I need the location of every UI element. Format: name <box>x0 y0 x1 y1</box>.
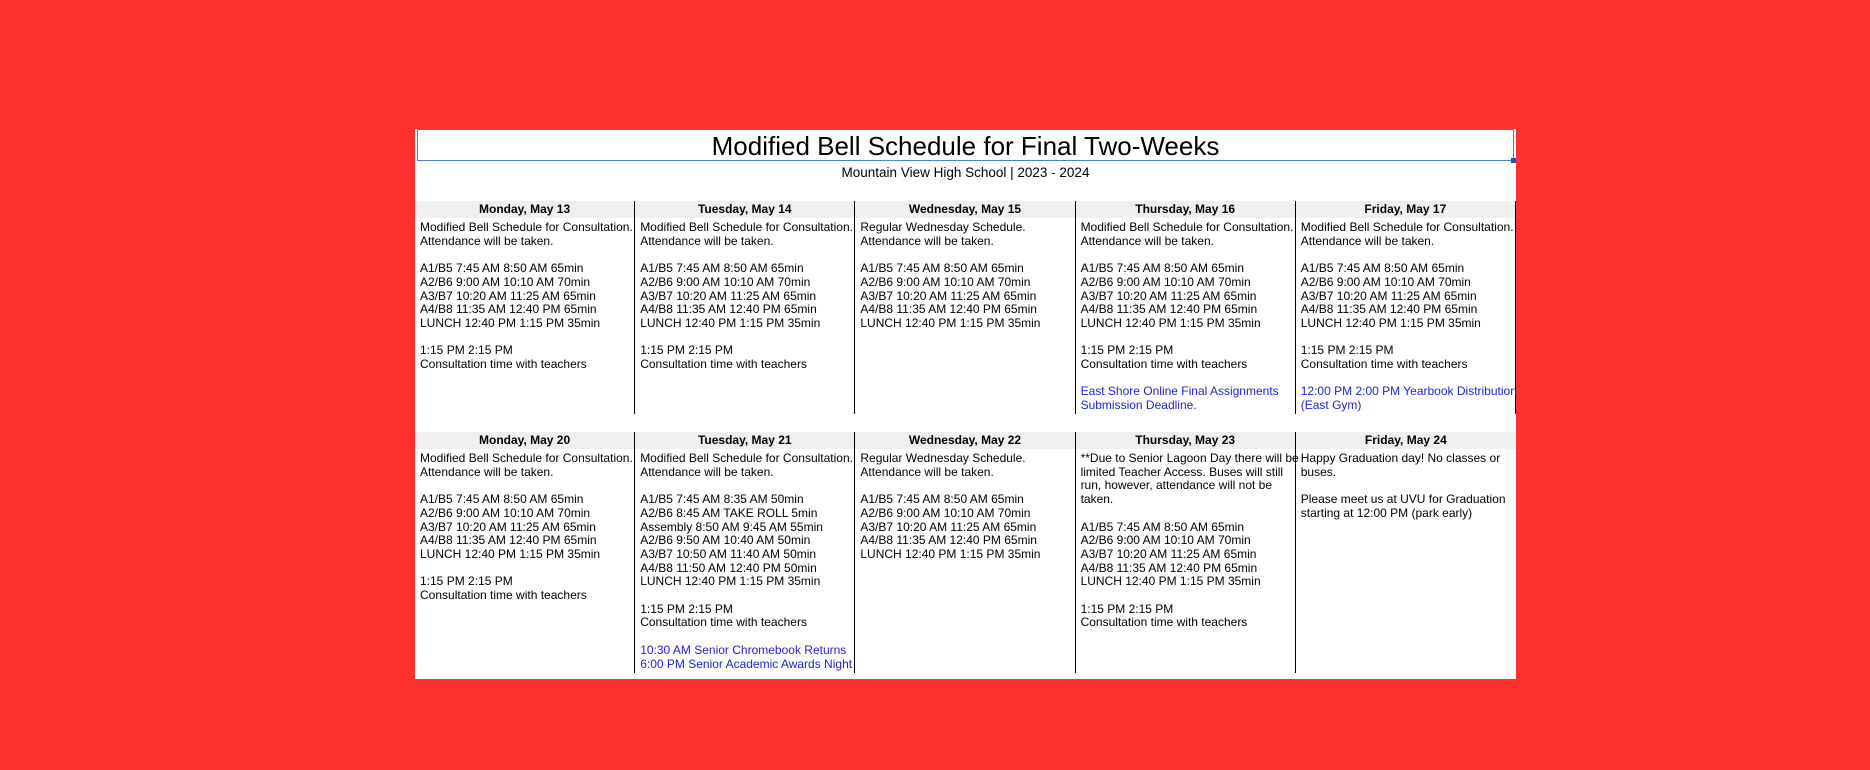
day-schedule <box>635 218 854 372</box>
day-schedule <box>1076 449 1299 630</box>
schedule-line <box>1301 479 1512 493</box>
schedule-line: 1:15 PM 2:15 PM <box>1300 343 1394 358</box>
schedule-line: 1:15 PM 2:15 PM <box>420 574 513 589</box>
schedule-line: **Due to Senior Lagoon Day there will be <box>1080 451 1299 465</box>
schedule-sheet <box>415 129 1516 679</box>
schedule-line: LUNCH 12:40 PM 1:15 PM 35min <box>420 546 601 561</box>
schedule-line: A1/B5 7:45 AM 8:50 AM 65min <box>1300 261 1465 276</box>
schedule-line: A2/B6 9:00 AM 10:10 AM 70min <box>420 274 591 289</box>
schedule-line: Modified Bell Schedule for Consultation. <box>1080 220 1294 234</box>
schedule-line: LUNCH 12:40 PM 1:15 PM 35min <box>420 315 601 330</box>
day-header: Thursday, May 23 <box>1076 432 1295 449</box>
schedule-line: Attendance will be taken. <box>860 464 994 479</box>
day-header: Friday, May 24 <box>1296 432 1516 449</box>
schedule-line: A3/B7 10:20 AM 11:25 AM 65min <box>860 519 1037 534</box>
event-line: 10:30 AM Senior Chromebook Returns <box>640 642 847 657</box>
event-line: East Shore Online Final Assignments <box>1080 384 1279 399</box>
schedule-line: Attendance will be taken. <box>420 464 554 479</box>
schedule-line: 1:15 PM 2:15 PM <box>640 601 733 616</box>
schedule-line: 1:15 PM 2:15 PM <box>420 343 513 358</box>
day-schedule <box>635 449 854 671</box>
schedule-line <box>1301 331 1511 345</box>
schedule-line: A4/B8 11:35 AM 12:40 PM 65min <box>1080 302 1258 317</box>
schedule-line: Attendance will be taken. <box>1080 233 1214 248</box>
schedule-line: LUNCH 12:40 PM 1:15 PM 35min <box>860 315 1041 330</box>
schedule-line: Assembly 8:50 AM 9:45 AM 55min <box>640 519 823 534</box>
event-line: 12:00 PM 2:00 PM Yearbook Distribution <box>1300 384 1517 399</box>
week-row-2 <box>415 432 1516 673</box>
schedule-line <box>860 479 1070 493</box>
schedule-line: 1:15 PM 2:15 PM <box>1080 601 1174 616</box>
schedule-line: A4/B8 11:35 AM 12:40 PM 65min <box>640 302 817 317</box>
page-subtitle: Mountain View High School | 2023 - 2024 <box>841 165 1090 180</box>
day-header: Wednesday, May 15 <box>855 201 1074 218</box>
schedule-line: A3/B7 10:20 AM 11:25 AM 65min <box>420 288 596 303</box>
schedule-line: A4/B8 11:35 AM 12:40 PM 65min <box>1300 302 1478 317</box>
day-cell[interactable] <box>855 201 1075 414</box>
day-schedule <box>1076 218 1295 413</box>
schedule-line: LUNCH 12:40 PM 1:15 PM 35min <box>640 574 821 589</box>
schedule-line <box>1301 248 1511 262</box>
schedule-line: A1/B5 7:45 AM 8:50 AM 65min <box>420 261 584 276</box>
day-cell[interactable] <box>415 201 635 414</box>
schedule-line <box>1081 331 1291 345</box>
schedule-line: A3/B7 10:20 AM 11:25 AM 65min <box>1300 288 1477 303</box>
schedule-line: A1/B5 7:45 AM 8:50 AM 65min <box>640 261 804 276</box>
day-schedule <box>855 218 1074 331</box>
schedule-line <box>860 248 1070 262</box>
day-cell[interactable] <box>415 432 635 673</box>
schedule-line: Modified Bell Schedule for Consultation. <box>1300 220 1514 234</box>
schedule-line: taken. <box>1080 492 1114 507</box>
event-line: 6:00 PM Senior Academic Awards Night <box>640 656 853 671</box>
schedule-line: A4/B8 11:35 AM 12:40 PM 65min <box>860 302 1037 317</box>
day-schedule <box>415 449 634 603</box>
schedule-line: 1:15 PM 2:15 PM <box>1080 343 1174 358</box>
schedule-line: limited Teacher Access. Buses will still <box>1080 464 1284 479</box>
schedule-line: A3/B7 10:20 AM 11:25 AM 65min <box>1080 546 1257 561</box>
day-cell[interactable] <box>635 432 855 673</box>
schedule-line: Consultation time with teachers <box>1300 357 1468 371</box>
schedule-line <box>1081 372 1291 386</box>
schedule-line: A3/B7 10:20 AM 11:25 AM 65min <box>1080 288 1257 303</box>
day-cell[interactable] <box>1076 201 1296 414</box>
schedule-line: Attendance will be taken. <box>860 233 994 248</box>
schedule-line <box>1081 589 1291 603</box>
day-header: Tuesday, May 14 <box>635 201 854 218</box>
schedule-line: Consultation time with teachers <box>640 357 807 371</box>
schedule-line: Happy Graduation day! No classes or <box>1300 451 1501 465</box>
week-row-1 <box>415 201 1516 414</box>
schedule-line: A2/B6 9:00 AM 10:10 AM 70min <box>1080 274 1251 289</box>
schedule-line <box>1301 372 1511 386</box>
schedule-line: A2/B6 9:00 AM 10:10 AM 70min <box>640 274 811 289</box>
schedule-line: A2/B6 9:00 AM 10:10 AM 70min <box>860 274 1031 289</box>
event-line: (East Gym) <box>1300 398 1362 413</box>
day-header: Monday, May 13 <box>415 201 634 218</box>
schedule-line <box>420 248 630 262</box>
schedule-line: A4/B8 11:35 AM 12:40 PM 65min <box>860 533 1037 548</box>
day-schedule <box>855 449 1074 562</box>
schedule-line: Modified Bell Schedule for Consultation. <box>640 220 853 234</box>
schedule-line <box>420 562 630 576</box>
schedule-line: 1:15 PM 2:15 PM <box>640 343 733 358</box>
schedule-line: LUNCH 12:40 PM 1:15 PM 35min <box>1300 315 1481 330</box>
day-cell[interactable] <box>855 432 1075 673</box>
schedule-line: Modified Bell Schedule for Consultation. <box>640 451 853 465</box>
schedule-line: A2/B6 9:50 AM 10:40 AM 50min <box>640 533 811 548</box>
schedule-line <box>640 479 850 493</box>
schedule-line <box>1081 507 1291 521</box>
schedule-line: A3/B7 10:20 AM 11:25 AM 65min <box>640 288 817 303</box>
schedule-line <box>420 331 630 345</box>
schedule-line: Please meet us at UVU for Graduation <box>1300 492 1506 507</box>
schedule-line: Consultation time with teachers <box>1080 615 1248 630</box>
schedule-line: Regular Wednesday Schedule. <box>860 220 1026 234</box>
schedule-line: Consultation time with teachers <box>420 357 587 371</box>
schedule-line <box>1081 248 1291 262</box>
schedule-line: Attendance will be taken. <box>1300 233 1435 248</box>
schedule-line: starting at 12:00 PM (park early) <box>1300 505 1473 520</box>
event-line: Submission Deadline. <box>1080 398 1197 413</box>
schedule-line: A2/B6 9:00 AM 10:10 AM 70min <box>860 505 1031 520</box>
day-schedule <box>415 218 634 372</box>
day-cell[interactable] <box>1296 201 1516 414</box>
schedule-line: A2/B6 9:00 AM 10:10 AM 70min <box>1080 533 1251 548</box>
schedule-line: Consultation time with teachers <box>1080 357 1248 371</box>
schedule-line: LUNCH 12:40 PM 1:15 PM 35min <box>1080 574 1261 589</box>
schedule-line <box>640 589 850 603</box>
schedule-line: A4/B8 11:35 AM 12:40 PM 65min <box>420 533 597 548</box>
day-header: Thursday, May 16 <box>1076 201 1295 218</box>
day-schedule <box>1296 218 1515 413</box>
schedule-line: A1/B5 7:45 AM 8:50 AM 65min <box>1080 261 1244 276</box>
schedule-line: A4/B8 11:50 AM 12:40 PM 50min <box>640 560 817 575</box>
schedule-line: LUNCH 12:40 PM 1:15 PM 35min <box>860 546 1041 561</box>
schedule-line: A1/B5 7:45 AM 8:50 AM 65min <box>1080 519 1244 534</box>
schedule-line: A2/B6 8:45 AM TAKE ROLL 5min <box>640 505 818 520</box>
day-cell[interactable] <box>1076 432 1299 673</box>
schedule-line: Attendance will be taken. <box>420 233 554 248</box>
schedule-line: A3/B7 10:20 AM 11:25 AM 65min <box>860 288 1037 303</box>
schedule-line: LUNCH 12:40 PM 1:15 PM 35min <box>1080 315 1261 330</box>
schedule-line: A1/B5 7:45 AM 8:50 AM 65min <box>420 492 584 507</box>
schedule-line: A4/B8 11:35 AM 12:40 PM 65min <box>1080 560 1258 575</box>
schedule-line <box>640 248 850 262</box>
schedule-line: Modified Bell Schedule for Consultation. <box>420 220 633 234</box>
schedule-line: Attendance will be taken. <box>640 464 774 479</box>
schedule-line: A1/B5 7:45 AM 8:50 AM 65min <box>860 261 1024 276</box>
schedule-line: Modified Bell Schedule for Consultation. <box>420 451 633 465</box>
schedule-line: A2/B6 9:00 AM 10:10 AM 70min <box>420 505 591 520</box>
schedule-line: LUNCH 12:40 PM 1:15 PM 35min <box>640 315 821 330</box>
cell-selection-handle[interactable] <box>1511 158 1516 163</box>
schedule-line: Consultation time with teachers <box>640 615 807 630</box>
schedule-line: A4/B8 11:35 AM 12:40 PM 65min <box>420 302 597 317</box>
schedule-line <box>640 630 850 644</box>
schedule-line: buses. <box>1300 464 1337 479</box>
schedule-line: Attendance will be taken. <box>640 233 774 248</box>
day-header: Monday, May 20 <box>415 432 634 449</box>
day-header: Tuesday, May 21 <box>635 432 854 449</box>
schedule-line: run, however, attendance will not be <box>1080 478 1273 493</box>
schedule-line <box>420 479 630 493</box>
schedule-title-cell[interactable] <box>417 129 1514 161</box>
schedule-line: A3/B7 10:50 AM 11:40 AM 50min <box>640 546 817 561</box>
schedule-line: Regular Wednesday Schedule. <box>860 451 1026 465</box>
schedule-line: A2/B6 9:00 AM 10:10 AM 70min <box>1300 274 1471 289</box>
day-cell[interactable] <box>635 201 855 414</box>
schedule-line: A3/B7 10:20 AM 11:25 AM 65min <box>420 519 596 534</box>
schedule-line: Consultation time with teachers <box>420 588 587 602</box>
page-title: Modified Bell Schedule for Final Two-Weeks <box>711 131 1220 161</box>
schedule-line: A1/B5 7:45 AM 8:35 AM 50min <box>640 492 804 507</box>
day-header: Wednesday, May 22 <box>855 432 1074 449</box>
day-cell[interactable] <box>1296 432 1516 673</box>
day-header: Friday, May 17 <box>1296 201 1515 218</box>
day-schedule <box>1296 449 1516 521</box>
schedule-line <box>640 331 850 345</box>
schedule-line: A1/B5 7:45 AM 8:50 AM 65min <box>860 492 1024 507</box>
